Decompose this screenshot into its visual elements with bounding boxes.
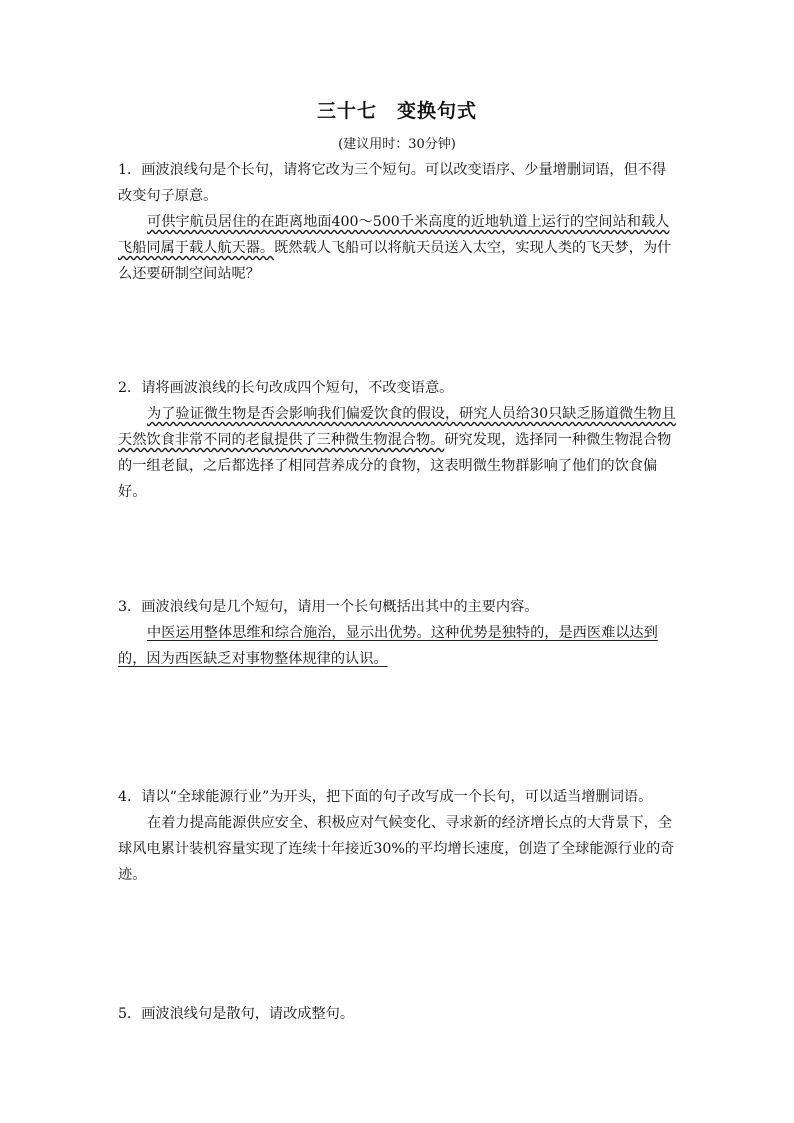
question-1-passage <box>118 209 678 287</box>
question-2 <box>118 375 678 505</box>
question-2-passage <box>118 401 678 505</box>
question-3-prompt: 3．画波浪线句是几个短句，请用一个长句概括出其中的主要内容。 <box>118 599 539 615</box>
question-1-rest: 既然载人飞船可以将航天员送入太空，实现人类的飞天梦，为什么还要研制空间站呢？ <box>118 240 672 282</box>
question-3 <box>118 594 678 672</box>
question-4-sentence: 在着力提高能源供应安全、积极应对气候变化、寻求新的经济增长点的大背景下，全球风电累计装机容量实现了连续十年接近30%的平均增长速度，创造了全球能源行业的奇迹。 <box>118 815 675 883</box>
question-5-prompt: 5．画波浪线句是散句，请改成整句。 <box>118 1006 355 1022</box>
question-2-wavy-sentence: 为了验证微生物是否会影响我们偏爱饮食的假设，研究人员给30只缺乏肠道微生物且天然饮食非常不同的老鼠提供了三种微生物混合物。 <box>118 406 676 448</box>
question-2-prompt: 2．请将画波浪线的长句改成四个短句，不改变语意。 <box>118 380 454 396</box>
question-1 <box>118 157 678 287</box>
question-3-underlined-sentences: 中医运用整体思维和综合施治，显示出优势。这种优势是独特的，是西医难以达到的，因为西医缺乏对事物整体规律的认识。 <box>118 625 658 667</box>
question-4 <box>118 784 678 888</box>
question-1-prompt: 1．画波浪线句是个长句，请将它改为三个短句。可以改变语序、少量增删词语，但不得改变句子原意。 <box>118 162 667 204</box>
suggested-time: (建议用时：30分钟) <box>338 137 456 152</box>
question-5 <box>118 1001 678 1027</box>
question-3-passage <box>118 620 678 672</box>
page-title: 三十七 变换句式 <box>316 100 477 122</box>
question-2-rest: 研究发现，选择同一种微生物混合物的一组老鼠，之后都选择了相同营养成分的食物，这表明微生物群影响了他们的饮食偏好。 <box>118 432 672 500</box>
question-4-prompt: 4．请以“全球能源行业”为开头，把下面的句子改写成一个长句，可以适当增删词语。 <box>118 789 653 805</box>
question-1-wavy-sentence: 可供宇航员居住的在距离地面400～500千米高度的近地轨道上运行的空间站和载人飞船同属于载人航天器。 <box>118 214 670 256</box>
question-4-passage <box>118 810 678 888</box>
